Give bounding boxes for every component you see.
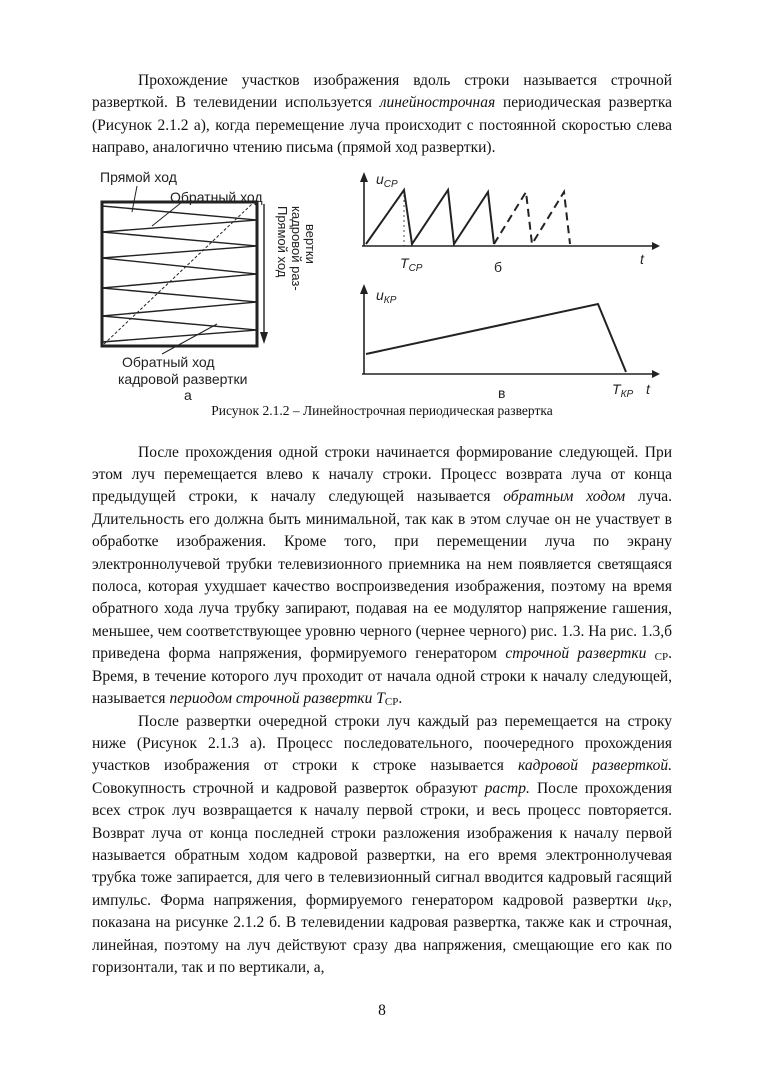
c-xlabel: t — [646, 380, 650, 397]
text-run: луча. Длительность его должна быть минимальной, так как в этом случае он не участвует в обработке изображения. Кроме того, при перемещении луча по экрану электроннолучевой трубки телевизионного приемника на нем появляется светящаяся полоса, которая ухудшает качество воспроизведения изображения, поэтому на время обратного хода луча трубку запирают, подавая на ее модулятор напряжение гашения, меньшее, чем соответствующее уровню черного (чернее черного) рис. 1.3. На рис. 1.3,б приведена форма напряжения, формируемого генератором — [92, 488, 672, 663]
scan-lines — [102, 204, 257, 344]
subscript: СР — [654, 651, 669, 664]
paragraph-1 — [92, 70, 672, 160]
figure-caption: Рисунок 2.1.2 – Линейнострочная периодическая развертка — [211, 402, 553, 418]
panel-a-label: а — [184, 386, 192, 400]
text-run: После прохождения одной строки начинается формирование следующей. При этом луч перемещается влево к началу строки. Процесс возврата луча от конца предыдущей строки, к началу следующей называется — [92, 443, 672, 506]
italic-term: растр. — [484, 779, 530, 797]
text-run: периодическая развертка (Рисунок 2.1.2 а), когда перемещение луча происходит с постоянной скоростью слева направо, аналогично чтению письма (прямой ход развертки). — [92, 94, 672, 157]
b-period-label: $T_{СР}$ — [400, 254, 423, 274]
paragraph-2 — [92, 442, 672, 711]
italic-term: строчной развертки — [505, 645, 647, 663]
c-ylabel: $u_{КР}$ — [376, 286, 397, 306]
label-vertical-3: вертки — [303, 223, 318, 264]
text-run: . — [398, 690, 403, 708]
paragraph-3 — [92, 711, 672, 980]
raster-frame — [102, 202, 257, 346]
subscript: КР — [654, 897, 669, 910]
text-run: Совокупность строчной и кадровой разверток образуют — [92, 779, 485, 797]
page-body — [92, 70, 672, 979]
text-run: Прохождение участков изображения вдоль строки называется строчной разверткой. В телевидении используется — [92, 72, 672, 112]
figure-svg — [92, 164, 672, 400]
text-run: , показана на рисунке 2.1.2 б. В телевидении кадровая развертка, также как и строчная, линейная, поэтому на луч действуют сразу два напряжения, смещающие его как по горизонтали, так и по вертикали, а, — [92, 891, 672, 976]
figure-2-1-2 — [92, 164, 672, 400]
b-sawtooth-dashed — [494, 192, 570, 244]
text-run: После развертки очередной строки луч каждый раз перемещается на строку ниже (Рисунок 2.1.3 а). Процесс последовательного, поочередного прохождения участков изображения от строки к строке называется — [92, 712, 672, 775]
b-sawtooth-solid — [366, 190, 494, 244]
label-vertical-1: Прямой ход — [275, 205, 290, 278]
label-return: Обратный ход — [170, 188, 263, 205]
panel-c-label: в — [498, 384, 506, 400]
b-ylabel: $u_{СР}$ — [376, 170, 398, 190]
label-frame-return-1: Обратный ход — [122, 353, 215, 370]
arrow-head — [260, 332, 268, 344]
italic-term: периодом строчной развертки T — [169, 690, 385, 708]
italic-term: обратным ходом — [503, 488, 626, 506]
text-run: . Время, в течение которого луч проходит от начала одной строки к началу следующей, называется — [92, 645, 673, 708]
panel-c-frame-sawtooth — [360, 284, 660, 400]
b-xlabel: t — [640, 250, 644, 267]
label-direct: Прямой ход — [100, 168, 177, 185]
italic-term: линейнострочная — [379, 94, 496, 112]
italic-term: кадровой разверткой. — [518, 757, 672, 775]
c-ramp — [366, 304, 626, 372]
panel-b-line-sawtooth — [360, 171, 660, 275]
panel-a-raster — [100, 169, 318, 400]
c-period-label: $T_{КР}$ — [612, 380, 634, 400]
italic-term: u — [646, 891, 655, 909]
page-number: 8 — [378, 1002, 386, 1019]
label-frame-return-2: кадровой развертки — [118, 370, 248, 387]
subscript: СР — [384, 696, 399, 709]
text-run: После прохождения всех строк луч возвращается к началу первой строки, и весь процесс повторяется. Возврат луча от конца последней строки разложения изображения к началу первой называется обратным ходом кадровой развертки, на его время электроннолучевая трубка тоже запирается, для чего в телевизионный сигнал вводится кадровый гасящий импульс. Форма напряжения, формируемого генератором кадровой развертки — [92, 779, 672, 909]
label-vertical-2: кадровой раз- — [289, 205, 304, 291]
panel-b-label: б — [494, 258, 503, 275]
